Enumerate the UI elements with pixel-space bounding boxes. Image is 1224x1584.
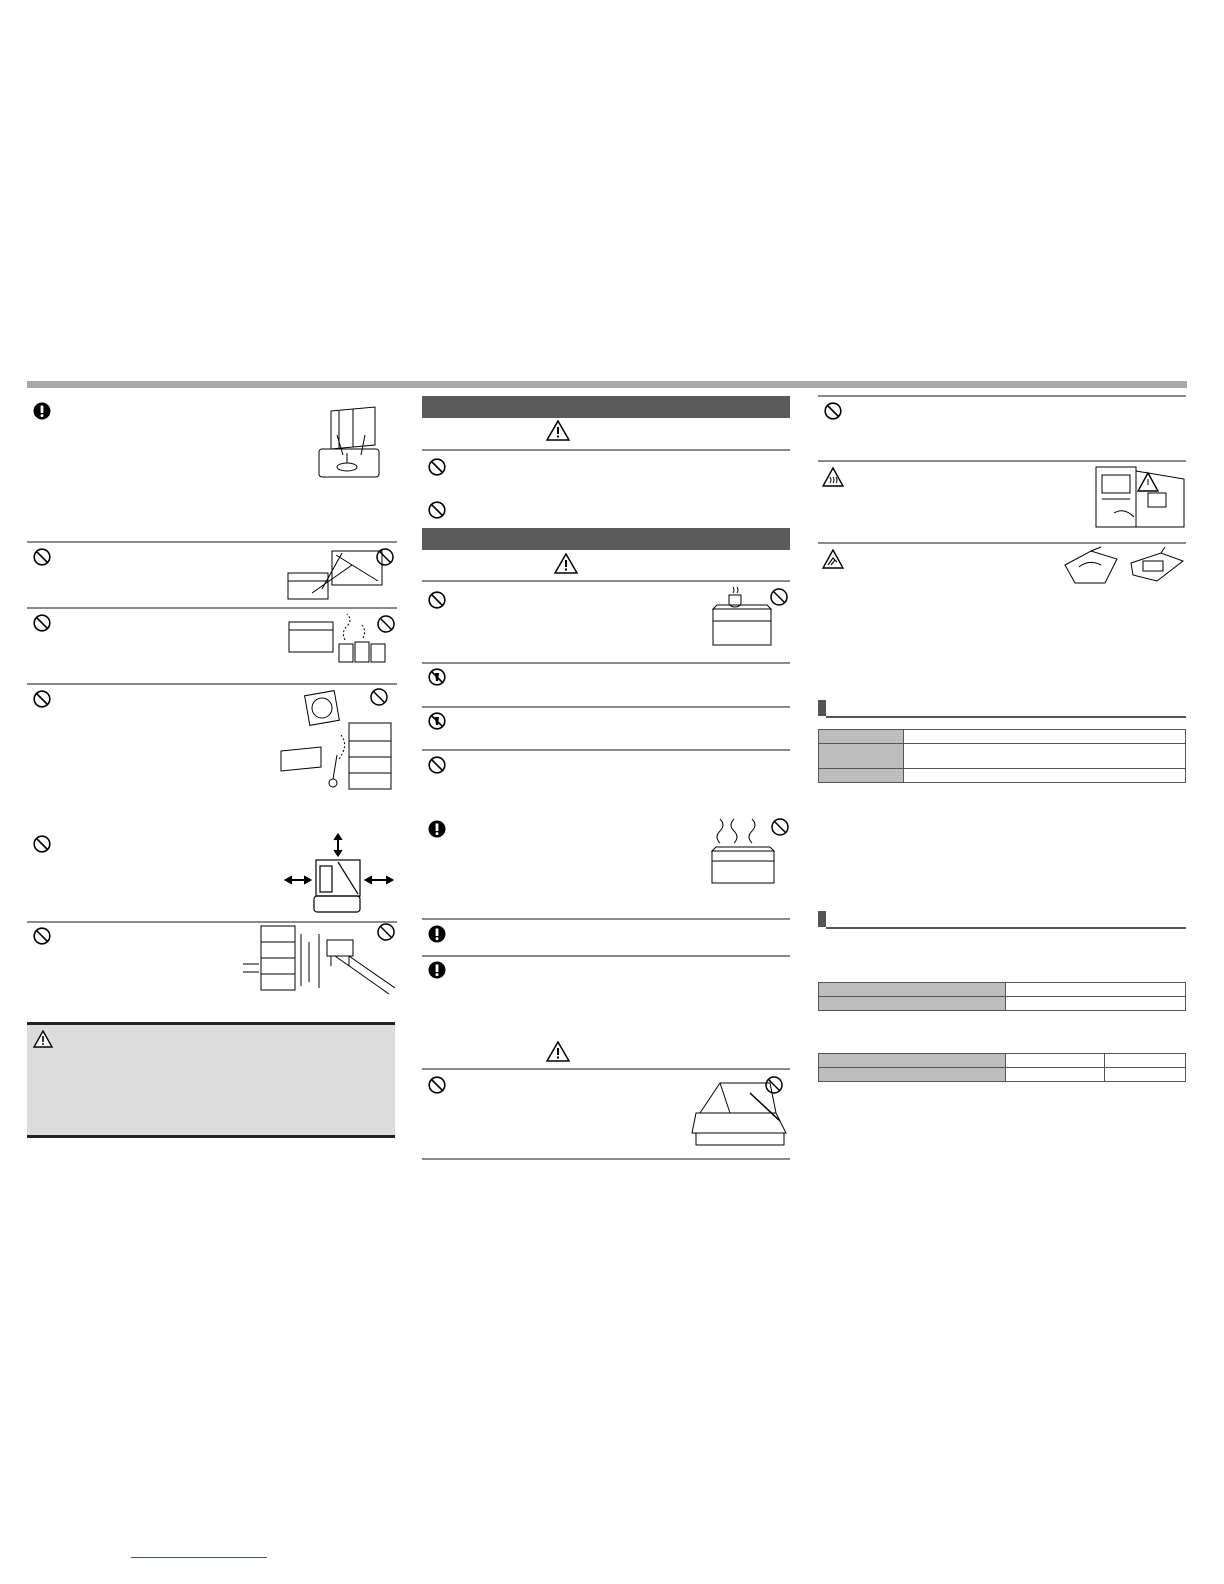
spec-table-1 [818,729,1186,783]
section-header-bar [422,396,790,418]
document-glass-illustration [690,1073,790,1147]
pinch-hazard-icon [822,549,844,569]
prohibition-icon [428,458,446,476]
prohibition-icon [33,690,51,708]
humidifier-dust-illustration [283,612,395,670]
smoke-from-machine-illustration [704,815,790,887]
prohibition-icon [428,756,446,774]
table-row [819,1068,1186,1082]
right-column [818,390,1188,1100]
no-disassembly-icon [428,712,446,730]
caution-box [27,1022,395,1138]
machine-leveler-illustration [317,405,381,481]
caution-triangle-icon [554,553,578,574]
footer-link-underline[interactable] [131,1557,267,1558]
mandatory-action-icon [33,402,51,420]
clearance-space-illustration [282,832,394,918]
moving-machine-illustration [239,920,395,996]
spec-table-2 [818,982,1186,1011]
caution-triangle-icon [546,1041,570,1062]
table-row [819,744,1186,769]
mandatory-action-icon [428,925,446,943]
prohibition-icon [33,614,51,632]
caution-triangle-icon [33,1030,53,1048]
middle-column [422,390,792,1170]
section-subheading [818,911,1186,929]
paper-tray-hands-illustration [1061,545,1185,587]
table-row [819,730,1186,744]
prohibition-icon [824,402,842,420]
no-disassembly-icon [428,668,446,686]
direct-sunlight-illustration [282,545,394,603]
liquid-on-machine-illustration [707,585,789,649]
section-header-bar [422,528,790,550]
table-row [819,1054,1186,1068]
table-row [819,983,1186,997]
caution-triangle-icon [546,420,570,441]
table-row [819,997,1186,1011]
prohibition-icon [33,548,51,566]
fusing-unit-illustration [1092,463,1186,531]
ventilation-fan-illustration [277,685,395,795]
table-row [819,769,1186,783]
mandatory-action-icon [428,961,446,979]
hot-surface-icon [822,467,844,487]
prohibition-icon [428,591,446,609]
prohibition-icon [33,835,51,853]
section-subheading [818,700,1186,718]
prohibition-icon [33,927,51,945]
top-rule [27,381,1187,388]
prohibition-icon [428,501,446,519]
left-column [27,390,397,1150]
prohibition-icon [428,1076,446,1094]
mandatory-action-icon [428,820,446,838]
spec-table-3 [818,1053,1186,1082]
